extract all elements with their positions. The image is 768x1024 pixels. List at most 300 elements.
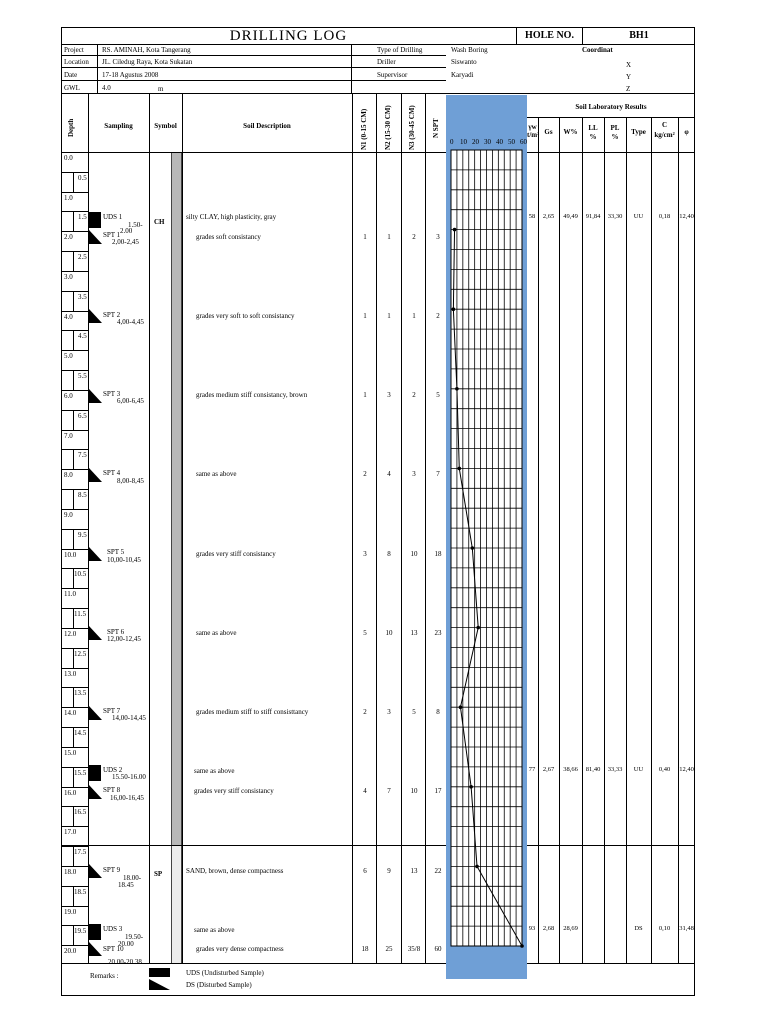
nspt-point	[469, 785, 473, 789]
spt-n1-value: 2	[363, 708, 367, 716]
lab-gamma-value: 58	[528, 213, 536, 220]
depth-divider	[73, 687, 74, 707]
depth-label: 5.0	[64, 352, 73, 361]
depth-gridline	[61, 886, 89, 887]
depth-gridline	[61, 588, 89, 589]
date-label: Date	[64, 71, 78, 79]
depth-label: 14.0	[64, 709, 77, 718]
sample-name: SPT 1	[103, 231, 121, 239]
sampling-column-line	[149, 93, 150, 963]
soil-description: grades soft consistancy	[196, 233, 261, 241]
lab-column-line	[538, 117, 539, 963]
spt-sample-marker	[89, 547, 102, 561]
depth-divider	[73, 806, 74, 826]
nspt-header: N SPT	[432, 118, 440, 138]
depth-label: 2.5	[78, 253, 87, 262]
table-bottom-line	[61, 963, 695, 964]
lab-title-divider	[527, 117, 695, 118]
depth-gridline	[61, 568, 89, 569]
depth-gridline	[61, 648, 89, 649]
depth-label: 10.5	[74, 570, 87, 579]
depth-gridline	[61, 787, 89, 788]
depth-label: 8.5	[78, 491, 87, 500]
soil-description: silty CLAY, high plasticity, gray	[186, 213, 277, 221]
spt-n2-value: 3	[387, 391, 391, 399]
sample-range: 19.50-	[125, 933, 144, 941]
spt-nspt-value: 23	[434, 629, 442, 637]
depth-label: 3.5	[78, 292, 87, 301]
info-divider	[351, 45, 352, 93]
depth-label: 10.0	[64, 550, 77, 559]
symbol-ch: CH	[154, 218, 165, 226]
depth-label: 6.0	[64, 391, 73, 400]
spt-sample-marker	[89, 230, 102, 244]
lab-column-line	[582, 117, 583, 963]
spt-n1-value: 3	[363, 550, 367, 558]
soil-description: grades very stiff consistancy	[194, 787, 274, 795]
depth-gridline	[61, 747, 89, 748]
sample-name: SPT 7	[103, 707, 121, 715]
lab-type-value: DS	[634, 925, 643, 932]
uds-legend-icon	[149, 968, 170, 977]
location-value: JL. Ciledug Raya, Kota Sukatan	[102, 58, 193, 66]
spt-n2-value: 8	[387, 550, 391, 558]
spt-nspt-value: 3	[436, 233, 440, 241]
page-title: DRILLING LOG	[61, 27, 516, 45]
sample-range: 2,00-2,45	[112, 238, 139, 246]
depth-label: 0.5	[78, 173, 87, 182]
sample-range: 18.00-	[123, 874, 142, 882]
depth-gridline	[61, 509, 89, 510]
depth-label: 7.0	[64, 431, 73, 440]
depth-label: 9.0	[64, 510, 73, 519]
depth-divider	[73, 330, 74, 350]
lab-phi-value: 12,40	[679, 213, 694, 220]
depth-label: 4.0	[64, 312, 73, 321]
drilling-type-label: Type of Drilling	[377, 46, 423, 54]
sample-range: 10,00-10,45	[107, 556, 141, 564]
sample-name: UDS 2	[103, 766, 123, 774]
depth-divider	[73, 925, 74, 945]
uds-sample-marker	[89, 765, 101, 781]
sample-range-cut: 20.00	[118, 940, 134, 948]
depth-label: 18.5	[74, 887, 87, 896]
sample-range: 16,00-16,45	[110, 794, 144, 802]
scale-tick-label: 0	[450, 138, 454, 146]
sample-name: UDS 1	[103, 213, 123, 221]
depth-divider	[73, 489, 74, 509]
depth-gridline	[61, 866, 89, 867]
lab-results-header: Soil Laboratory Results	[575, 103, 647, 111]
soil-description: same as above	[196, 470, 237, 478]
depth-gridline	[61, 707, 89, 708]
depth-label: 16.5	[74, 808, 87, 817]
depth-gridline	[61, 826, 89, 827]
depth-label: 4.5	[78, 332, 87, 341]
nspt-point	[457, 467, 461, 471]
depth-label: 6.5	[78, 411, 87, 420]
ds-legend-text: DS (Disturbed Sample)	[186, 981, 252, 989]
hole-label: HOLE NO.	[516, 27, 582, 45]
spt-n1-value: 18	[361, 945, 369, 953]
layer-boundary-line	[527, 845, 695, 846]
spt-sample-marker	[89, 942, 102, 956]
info-divider	[97, 45, 98, 93]
depth-divider	[73, 370, 74, 390]
spt-nspt-value: 18	[434, 550, 442, 558]
lab-c-value: 0,10	[658, 925, 671, 932]
sample-range: 15.50-16.00	[112, 773, 146, 781]
depth-gridline	[61, 231, 89, 232]
depth-label: 20.0	[64, 947, 77, 956]
depth-divider	[73, 846, 74, 866]
sample-name: SPT 8	[103, 786, 121, 794]
depth-gridline	[61, 390, 89, 391]
soil-description: grades medium stiff consistancy, brown	[196, 391, 308, 399]
sample-range: 14,00-14,45	[112, 714, 146, 722]
spt-n2-value: 10	[385, 629, 393, 637]
column-header-bottom	[61, 152, 695, 153]
spt-n3-value: 10	[410, 787, 418, 795]
depth-divider	[73, 172, 74, 192]
water-content-header: W%	[563, 128, 578, 136]
scale-tick-label: 10	[460, 138, 467, 146]
depth-divider	[73, 211, 74, 231]
depth-gridline	[61, 211, 89, 212]
symbol-header: Symbol	[154, 122, 177, 130]
depth-label: 9.5	[78, 530, 87, 539]
depth-gridline	[61, 925, 89, 926]
gamma-header: γw	[528, 123, 537, 131]
gwl-label: GWL	[64, 84, 80, 92]
depth-label: 3.0	[64, 272, 73, 281]
depth-gridline	[61, 806, 89, 807]
n1-column-line	[376, 93, 377, 963]
depth-gridline	[61, 370, 89, 371]
spt-n3-value: 2	[412, 233, 416, 241]
n2-column-line	[401, 93, 402, 963]
lab-phi-value: 31,48	[679, 925, 694, 932]
depth-label: 16.0	[64, 788, 77, 797]
lab-pl-value: 33,30	[607, 213, 623, 220]
depth-divider	[73, 529, 74, 549]
depth-divider	[73, 886, 74, 906]
spt-n2-value: 25	[385, 945, 393, 953]
nspt-point	[520, 944, 524, 948]
spt-n1-value: 4	[363, 787, 367, 795]
sand-symbol-bar	[171, 845, 182, 963]
scale-tick-label: 20	[472, 138, 479, 146]
depth-label: 19.5	[74, 927, 87, 936]
driller-label: Driller	[377, 58, 396, 66]
depth-label: 12.5	[74, 649, 87, 658]
uds-legend-text: UDS (Undisturbed Sample)	[186, 969, 264, 977]
depth-label: 12.0	[64, 629, 77, 638]
depth-gridline	[61, 410, 89, 411]
sample-name: SPT 2	[103, 311, 121, 319]
soil-description: grades very dense compactness	[196, 945, 284, 953]
depth-gridline	[61, 608, 89, 609]
uds-sample-marker	[89, 924, 101, 940]
spt-n1-value: 5	[363, 629, 367, 637]
gwl-unit: m	[158, 85, 164, 93]
spt-sample-marker	[89, 626, 102, 640]
depth-label: 18.0	[64, 867, 77, 876]
ll-unit: %	[589, 133, 597, 141]
coordinate-x: X	[626, 61, 632, 69]
depth-label: 15.5	[74, 768, 87, 777]
sample-range: 12,00-12,45	[107, 635, 141, 643]
depth-label: 11.0	[64, 590, 76, 599]
depth-gridline	[61, 906, 89, 907]
gamma-unit: t/m³	[527, 131, 540, 139]
depth-gridline	[61, 668, 89, 669]
spt-n3-value: 13	[410, 867, 418, 875]
clay-symbol-bar	[171, 153, 182, 845]
sample-range: 8,00-8,45	[117, 477, 144, 485]
nspt-chart	[451, 150, 523, 947]
lab-type-value: UU	[633, 213, 644, 220]
symbol-column-line	[182, 93, 183, 963]
sample-name: SPT 9	[103, 866, 121, 874]
nspt-point	[471, 546, 475, 550]
nspt-point	[476, 626, 480, 630]
supervisor-value: Karyadi	[451, 71, 474, 79]
lab-ll-value: 91,84	[585, 213, 601, 220]
symbol-sp: SP	[154, 870, 163, 878]
depth-gridline	[61, 192, 89, 193]
spt-n1-value: 1	[363, 233, 367, 241]
info-divider	[61, 55, 446, 56]
soil-description-header: Soil Description	[243, 122, 291, 130]
lab-gs-value: 2,68	[542, 925, 555, 932]
n3-column-line	[425, 93, 426, 963]
lab-ll-value: 81,40	[585, 766, 601, 773]
spt-n1-value: 1	[363, 391, 367, 399]
project-label: Project	[64, 46, 84, 54]
layer-boundary-line	[61, 845, 446, 846]
lab-gamma-value: 77	[528, 766, 536, 773]
depth-gridline	[61, 430, 89, 431]
ll-header: LL	[588, 124, 598, 132]
scale-tick-label: 50	[508, 138, 515, 146]
sample-name: SPT 3	[103, 390, 121, 398]
sampling-header: Sampling	[104, 122, 133, 130]
sample-name: UDS 3	[103, 925, 123, 933]
lab-column-line	[559, 117, 560, 963]
lab-pl-value: 33,33	[607, 766, 623, 773]
spt-n3-value: 10	[410, 550, 418, 558]
lab-column-line	[626, 117, 627, 963]
depth-header: Depth	[67, 118, 75, 137]
depth-gridline	[61, 489, 89, 490]
depth-divider	[73, 410, 74, 430]
sample-name: SPT 4	[103, 469, 121, 477]
log-sheet	[61, 27, 695, 996]
depth-gridline	[61, 529, 89, 530]
soil-description: grades very soft to soft consistancy	[196, 312, 295, 320]
spt-nspt-value: 22	[434, 867, 442, 875]
depth-divider	[73, 291, 74, 311]
spt-nspt-value: 60	[434, 945, 442, 953]
depth-gridline	[61, 628, 89, 629]
spt-n2-value: 3	[387, 708, 391, 716]
depth-gridline	[61, 271, 89, 272]
depth-gridline	[61, 767, 89, 768]
depth-divider	[73, 767, 74, 787]
n1-header: N1 (0-15 CM)	[360, 108, 368, 150]
lab-gamma-value: 93	[528, 925, 536, 932]
spt-n3-value: 2	[412, 391, 416, 399]
lab-column-line	[604, 117, 605, 963]
depth-gridline	[61, 549, 89, 550]
driller-value: Siswanto	[451, 58, 477, 66]
spt-nspt-value: 8	[436, 708, 440, 716]
spt-sample-marker	[89, 309, 102, 323]
depth-gridline	[61, 350, 89, 351]
sample-range-cut: 2.00	[120, 227, 133, 235]
spt-n2-value: 4	[387, 470, 391, 478]
depth-divider	[73, 727, 74, 747]
chart-grid	[451, 150, 522, 946]
sample-range: 18.45	[118, 881, 134, 889]
lab-phi-value: 12,40	[679, 766, 694, 773]
spt-nspt-value: 2	[436, 312, 440, 320]
depth-label: 11.5	[74, 610, 86, 619]
gwl-value: 4.0	[102, 84, 111, 92]
spt-n1-value: 2	[363, 470, 367, 478]
pl-header: PL	[610, 124, 620, 132]
depth-gridline	[61, 687, 89, 688]
spt-sample-marker	[89, 706, 102, 720]
spt-n3-value: 3	[412, 470, 416, 478]
depth-label: 1.5	[78, 213, 87, 222]
coordinate-label: Coordinat	[582, 46, 613, 54]
test-type-header: Type	[631, 128, 646, 136]
date-value: 17-18 Agustus 2008	[102, 71, 159, 79]
depth-divider	[73, 648, 74, 668]
header-bottom-line	[61, 93, 695, 94]
nspt-point	[455, 387, 459, 391]
nspt-point	[452, 307, 456, 311]
sample-range: 4,00-4,45	[117, 318, 144, 326]
n3-header: N3 (30-45 CM)	[408, 105, 416, 150]
spt-n3-value: 5	[412, 708, 416, 716]
project-value: RS. AMINAH, Kota Tangerang	[102, 46, 191, 54]
spt-nspt-value: 5	[436, 391, 440, 399]
depth-gridline	[61, 449, 89, 450]
nspt-point	[459, 705, 463, 709]
soil-description: SAND, brown, dense compactness	[186, 867, 284, 875]
depth-gridline	[61, 291, 89, 292]
scale-tick-label: 40	[496, 138, 503, 146]
spt-n1-value: 1	[363, 312, 367, 320]
lab-w-value: 49,49	[563, 213, 578, 220]
sample-name: SPT 10	[103, 945, 124, 953]
info-divider	[61, 67, 446, 68]
depth-divider	[73, 608, 74, 628]
lab-w-value: 38,66	[563, 766, 578, 773]
depth-gridline	[61, 330, 89, 331]
uds-sample-marker	[89, 212, 101, 228]
depth-label: 0.0	[64, 154, 73, 162]
soil-description: same as above	[196, 629, 237, 637]
spt-sample-marker	[89, 389, 102, 403]
depth-label: 17.0	[64, 828, 77, 837]
depth-label: 15.0	[64, 748, 77, 757]
soil-description: same as above	[194, 926, 235, 934]
spt-n3-value: 13	[410, 629, 418, 637]
spt-sample-marker	[89, 468, 102, 482]
pl-unit: %	[611, 133, 619, 141]
lab-w-value: 28,69	[563, 925, 578, 932]
spt-n1-value: 6	[363, 867, 367, 875]
lab-column-line	[651, 117, 652, 963]
soil-description: same as above	[194, 767, 235, 775]
lab-c-value: 0,18	[658, 213, 671, 220]
depth-divider	[73, 251, 74, 271]
lab-type-value: UU	[633, 766, 644, 773]
sample-name: SPT 5	[107, 548, 125, 556]
depth-label: 13.5	[74, 689, 87, 698]
depth-gridline	[61, 846, 89, 847]
depth-label: 17.5	[74, 848, 87, 857]
depth-label: 8.0	[64, 471, 73, 480]
nspt-point	[453, 228, 457, 232]
scale-tick-label: 30	[484, 138, 491, 146]
depth-label: 14.5	[74, 729, 87, 738]
depth-label: 7.5	[78, 451, 87, 460]
depth-gridline	[61, 469, 89, 470]
depth-label: 5.5	[78, 372, 87, 381]
depth-divider	[73, 449, 74, 469]
phi-header: φ	[684, 128, 689, 136]
sample-range: 1.50-	[128, 221, 143, 229]
scale-tick-label: 60	[520, 138, 527, 146]
cohesion-unit: kg/cm²	[654, 131, 675, 139]
spt-nspt-value: 7	[436, 470, 440, 478]
sample-range: 6,00-6,45	[117, 397, 144, 405]
lab-c-value: 0,40	[658, 766, 671, 773]
spt-n2-value: 1	[387, 312, 391, 320]
lab-column-line	[678, 117, 679, 963]
depth-gridline	[61, 172, 89, 173]
lab-gs-value: 2,65	[542, 213, 555, 220]
depth-divider	[73, 568, 74, 588]
spt-n2-value: 1	[387, 233, 391, 241]
gs-header: Gs	[544, 128, 553, 136]
depth-label: 19.0	[64, 907, 77, 916]
lab-gs-value: 2,67	[542, 766, 555, 773]
spt-n2-value: 9	[387, 867, 391, 875]
spt-sample-marker	[89, 864, 102, 878]
spt-n2-value: 7	[387, 787, 391, 795]
nspt-point	[475, 865, 479, 869]
depth-gridline	[61, 945, 89, 946]
hole-value: BH1	[582, 27, 695, 45]
remarks-label: Remarks :	[90, 972, 119, 980]
location-label: Location	[64, 58, 89, 66]
sample-range-cut: 20.00-20.38	[108, 958, 142, 966]
n2-header: N2 (15-30 CM)	[384, 105, 392, 150]
ds-legend-icon	[149, 979, 170, 990]
sample-name: SPT 6	[107, 628, 125, 636]
spt-n3-value: 1	[412, 312, 416, 320]
description-column-line	[352, 93, 353, 963]
depth-gridline	[61, 251, 89, 252]
soil-description: grades medium stiff to stiff consisttancy	[196, 708, 309, 716]
soil-description: grades very stiff consistancy	[196, 550, 276, 558]
